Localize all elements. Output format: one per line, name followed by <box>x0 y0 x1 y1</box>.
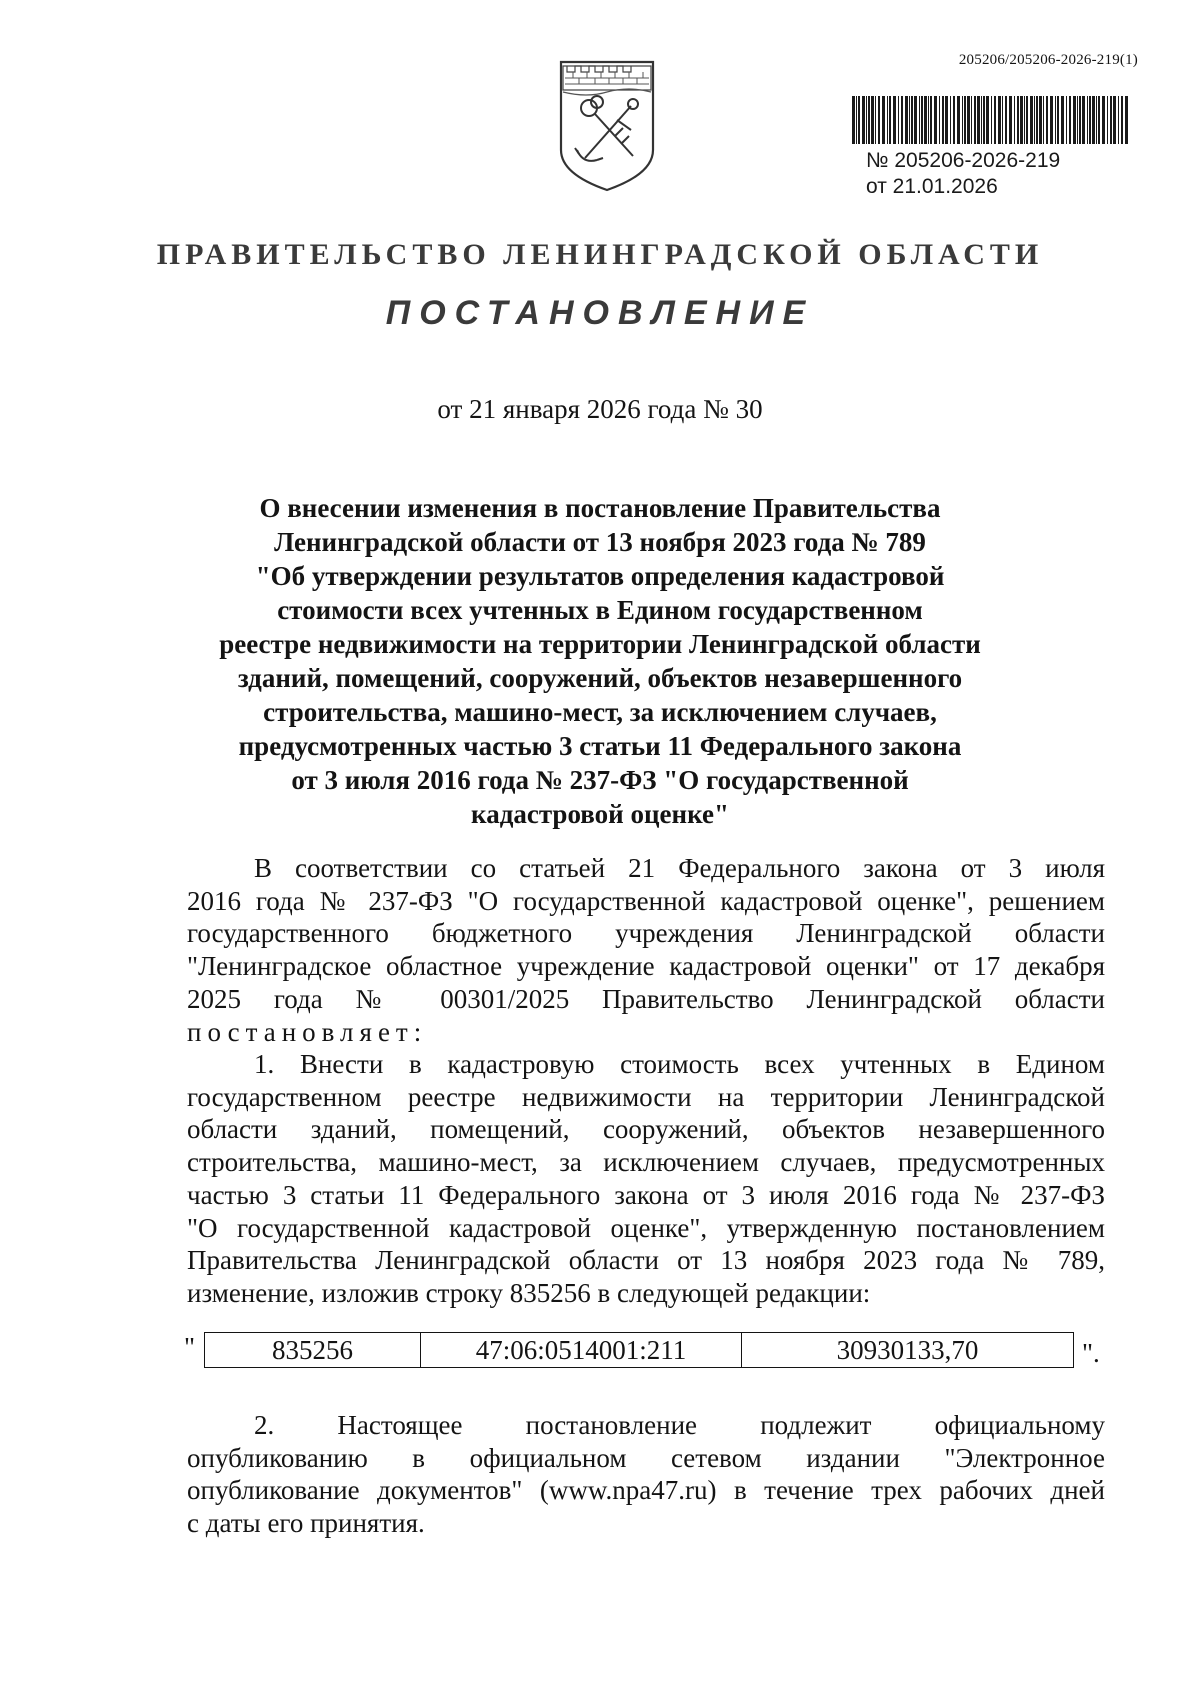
preamble-line: "Ленинградское областное учреждение кадастровой оценки" от 17 декабря <box>187 951 1105 982</box>
coat-of-arms-emblem <box>557 58 657 194</box>
item2-line: опубликование документов" (www.npa47.ru) в течение трех рабочих дней <box>187 1475 1105 1506</box>
item1-line: области зданий, помещений, сооружений, объектов незавершенного <box>187 1114 1105 1145</box>
subject-line: строительства, машино-мест, за исключением случаев, <box>263 697 937 727</box>
cadastral-number-cell: 47:06:0514001:211 <box>421 1333 742 1368</box>
preamble-line: 2016 года № 237-ФЗ "О государственной кадастровой оценке", решением <box>187 885 1105 916</box>
preamble-line: 2025 года № 00301/2025 Правительство Ленинградской области <box>187 983 1105 1014</box>
subject-line: кадастровой оценке" <box>471 799 729 829</box>
organization-title: ПРАВИТЕЛЬСТВО ЛЕНИНГРАДСКОЙ ОБЛАСТИ <box>156 238 1044 271</box>
item-2 <box>187 1409 1105 1540</box>
item1-line: изменение, изложив строку 835256 в следующей редакции: <box>187 1277 871 1308</box>
item1-line: строительства, машино-мест, за исключением случаев, предусмотренных <box>187 1147 1105 1178</box>
subject-line: зданий, помещений, сооружений, объектов незавершенного <box>237 663 963 693</box>
item2-line: с даты его принятия. <box>187 1508 425 1539</box>
row-number-cell: 835256 <box>205 1333 421 1368</box>
preamble-line: государственного бюджетного учреждения Ленинградской области <box>187 918 1105 949</box>
item2-line: 2. Настоящее постановление подлежит официальному <box>254 1410 1105 1440</box>
item1-line: государственном реестре недвижимости на территории Ленинградской <box>187 1081 1105 1112</box>
item1-line: 1. Внести в кадастровую стоимость всех учтенных в Едином <box>254 1049 1105 1079</box>
subject-line: от 3 июля 2016 года № 237-ФЗ "О государственной <box>291 765 909 795</box>
preamble <box>187 852 1105 1048</box>
registration-number: № 205206-2026-219 <box>866 149 1061 172</box>
cadastral-value-cell: 30930133,70 <box>742 1333 1074 1368</box>
preamble-line: постановляет: <box>187 1016 428 1047</box>
barcode <box>850 96 1130 144</box>
document-date-number: от 21 января 2026 года № 30 <box>437 394 763 424</box>
subject-line: "Об утверждении результатов определения кадастровой <box>255 561 945 591</box>
item1-line: "О государственной кадастровой оценке", утвержденную постановлением <box>187 1212 1105 1243</box>
registration-stamp <box>866 148 1060 200</box>
subject-line: О внесении изменения в постановление Правительства <box>259 493 941 523</box>
subject-line: реестре недвижимости на территории Ленинградской области <box>219 629 981 659</box>
opening-quote: " <box>184 1332 196 1362</box>
document-code: 205206/205206-2026-219(1) <box>958 52 1138 68</box>
document-type: ПОСТАНОВЛЕНИЕ <box>385 294 815 332</box>
amended-row-table <box>204 1332 1074 1368</box>
closing-quote: ". <box>1082 1338 1100 1368</box>
preamble-line: В соответствии со статьей 21 Федерального закона от 3 июля <box>254 853 1105 883</box>
table-row <box>205 1333 1074 1368</box>
subject-line: предусмотренных частью 3 статьи 11 Федерального закона <box>238 731 962 761</box>
item2-line: опубликованию в официальном сетевом издании "Электронное <box>187 1442 1105 1473</box>
subject-line: Ленинградской области от 13 ноября 2023 года № 789 <box>274 527 926 557</box>
item1-line: частью 3 статьи 11 Федерального закона от 3 июля 2016 года № 237-ФЗ <box>187 1179 1105 1210</box>
subject-line: стоимости всех учтенных в Едином государственном <box>277 595 923 625</box>
item1-line: Правительства Ленинградской области от 13 ноября 2023 года № 789, <box>187 1245 1105 1276</box>
amended-row <box>184 1332 1104 1372</box>
item-1 <box>187 1048 1105 1310</box>
registration-date: от 21.01.2026 <box>866 175 998 198</box>
document-subject <box>180 491 1020 831</box>
